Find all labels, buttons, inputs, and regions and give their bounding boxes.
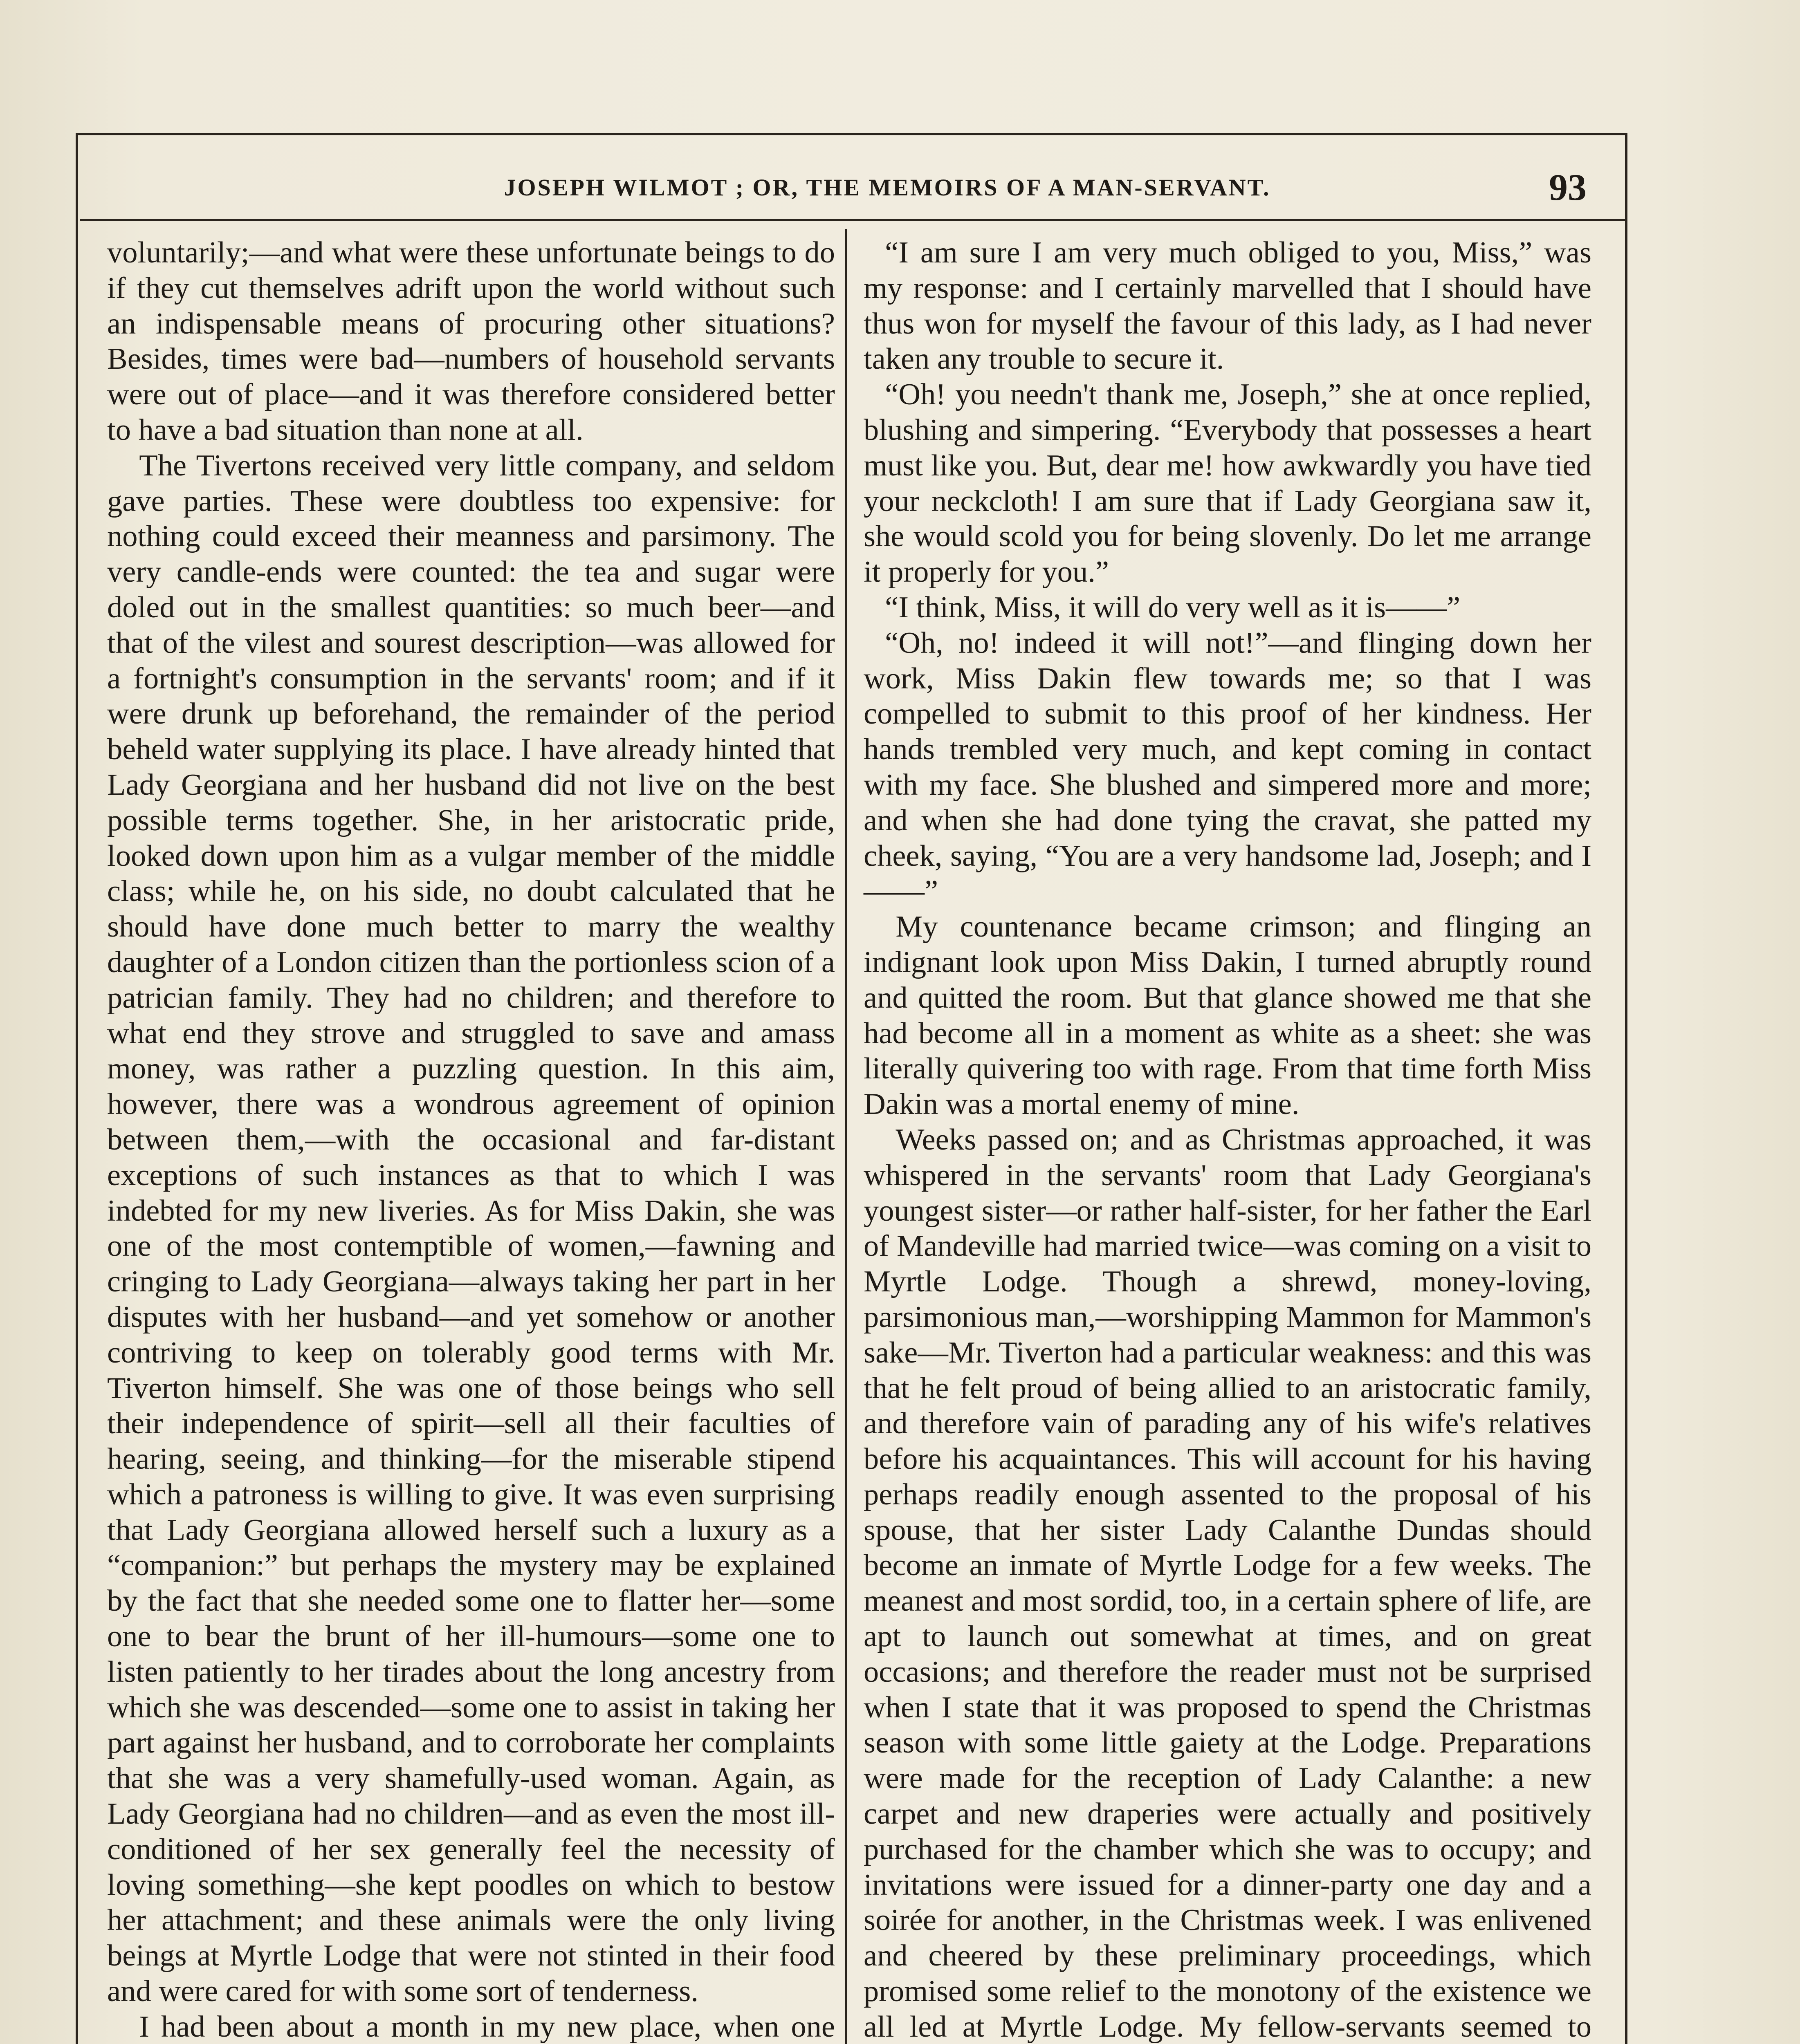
- paragraph: “I am sure I am very much obliged to you, Miss,” was my response: and I certainly marvelled that I should have thus won for myself the favour of this lady, as I had never taken any trouble to secure it.: [864, 236, 1591, 376]
- paragraph: My countenance became crimson; and flinging an indignant look upon Miss Dakin, I turned abruptly round and quitted the room. But that glance showed me that she had become all in a moment as white as a sheet: she was literally quivering too with rage. From that time forth Miss Dakin was a mortal enemy of mine.: [864, 910, 1591, 1121]
- paragraph: Weeks passed on; and as Christmas approached, it was whispered in the servants' room that Lady Georgiana's youngest sister—or rather half-sister, for her father the Earl of Mandeville had married twice—was coming on a visit to Myrtle Lodge. Though a shrewd, money-loving, parsimonious man,—worshipping Mammon for Mammon's sake—Mr. Tiverton had a particular weakness: and this was that he felt proud of being allied to an aristocratic family, and therefore vain of parading any of his wife's relatives before his acquaintances. This will account for his having perhaps readily enough assented to the proposal of his spouse, that her sister Lady Calanthe Dundas should become an inmate of Myrtle Lodge for a few weeks. The meanest and most sordid, too, in a certain sphere of life, are apt to launch out somewhat at times, and on great occasions; and therefore the reader must not be surprised when I state that it was proposed to spend the Christmas season with some little gaiety at the Lodge. Preparations were made for the reception of Lady Calanthe: a new carpet and new draperies were actually and positively purchased for the chamber which she was to occupy; and invitations were issued for a dinner-party one day and a soirée for another, in the Christmas week. I was enlivened and cheered by these preliminary proceedings, which promised some relief to the monotony of the existence we all led at Myrtle Lodge. My fellow-servants seemed to: [864, 1123, 1591, 2044]
- paragraph: I had been about a month in my new place, when one: [139, 2010, 835, 2044]
- paragraph: “Oh! you needn't thank me, Joseph,” she at once replied, blushing and simpering. “Everybody that possesses a heart must like you. But, dear me! how awkwardly you have tied your neckcloth! I am sure that if Lady Georgiana saw it, she would scold you for being slovenly. Do let me arrange it properly for you.”: [864, 378, 1591, 589]
- page-border-left: [76, 133, 78, 2044]
- paragraph: voluntarily;—and what were these unfortunate beings to do if they cut themselves adrift upon the world without such an indispensable means of procuring other situations? Besides, times were bad—numbers of household servants were out of place—and it was therefore considered better to have a bad situation than none at all.: [107, 236, 835, 447]
- right-column: [864, 235, 1591, 2044]
- running-title: JOSEPH WILMOT ; OR, THE MEMOIRS OF A MAN-SERVANT.: [504, 174, 1271, 201]
- page-border-top: [76, 133, 1627, 135]
- paragraph: “Oh, no! indeed it will not!”—and flinging down her work, Miss Dakin flew towards me; so that I was compelled to submit to this proof of her kindness. Her hands trembled very much, and kept coming in contact with my face. She blushed and simpered more and more; and when she had done tying the cravat, she patted my cheek, saying, “You are a very handsome lad, Joseph; and I——”: [864, 626, 1591, 908]
- column-divider: [845, 229, 847, 2044]
- page-number: 93: [1549, 166, 1587, 208]
- page-border-right: [1625, 133, 1627, 2044]
- paragraph: “I think, Miss, it will do very well as it is——”: [885, 590, 1461, 624]
- left-column: [107, 235, 835, 2044]
- header-rule: [80, 219, 1625, 221]
- paragraph: The Tivertons received very little company, and seldom gave parties. These were doubtless too expensive: for nothing could exceed their meanness and parsimony. The very candle-ends were counted: the tea and sugar were doled out in the smallest quantities: so much beer—and that of the vilest and sourest description—was allowed for a fortnight's consumption in the servants' room; and if it were drunk up beforehand, the remainder of the period beheld water supplying its place. I have already hinted that Lady Georgiana and her husband did not live on the best possible terms together. She, in her aristocratic pride, looked down upon him as a vulgar member of the middle class; while he, on his side, no doubt calculated that he should have done much better to marry the wealthy daughter of a London citizen than the portionless scion of a patrician family. They had no children; and therefore to what end they strove and struggled to save and amass money, was rather a puzzling question. In this aim, however, there was a wondrous agreement of opinion between them,—with the occasional and far-distant exceptions of such instances as that to which I was indebted for my new liveries. As for Miss Dakin, she was one of the most contemptible of women,—fawning and cringing to Lady Georgiana—always taking her part in her disputes with her husband—and yet somehow or another contriving to keep on tolerably good terms with Mr. Tiverton himself. She was one of those beings who sell their independence of spirit—sell all their faculties of hearing, seeing, and thinking—for the miserable stipend which a patroness is willing to give. It was even surprising that Lady Georgiana allowed herself such a luxury as a “companion:” but perhaps the mystery may be explained by the fact that she needed some one to flatter her—some one to bear the brunt of her ill-humours—some one to listen patiently to her tirades about the long ancestry from which she was descended—some one to assist in taking her part against her husband, and to corroborate her complaints that she was a very shamefully-used woman. Again, as Lady Georgiana had no children—and as even the most ill-conditioned of her sex generally feel the necessity of loving something—she kept poodles on which to bestow her attachment; and these animals were the only living beings at Myrtle Lodge that were not stinted in their food and were cared for with some sort of tenderness.: [107, 448, 835, 2008]
